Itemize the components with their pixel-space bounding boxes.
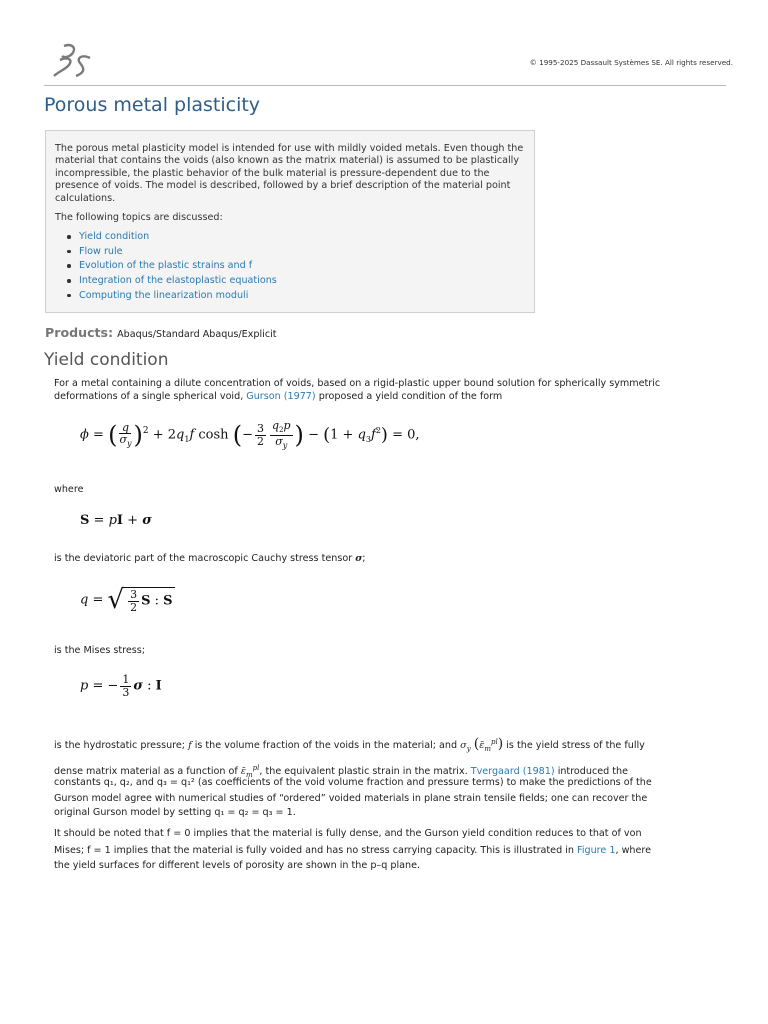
topic-link-linearization-moduli[interactable]: Computing the linearization moduli <box>64 289 277 304</box>
products-label: Products: <box>45 325 114 340</box>
topics-label: The following topics are discussed: <box>55 212 223 223</box>
paragraph-matrix-material: dense matrix material as a function of $\varepsilon̄_m^{pl}$, the equivalent plastic strain in the matrix. Tvergaard (1981) introduced the <box>54 764 629 780</box>
paragraph-gurson-intro: For a metal containing a dilute concentration of voids, based on a rigid-plastic upper bound solution for spherically symmetric deformations of a single spherical void, Gurson (1977) proposed a yield condition of the form <box>54 378 661 402</box>
citation-link-gurson[interactable]: Gurson (1977) <box>246 390 316 402</box>
paragraph-von-mises-line1: It should be noted that f = 0 implies that the material is fully dense, and the Gurson yield condition reduces to that of von <box>54 828 642 839</box>
equation-yield-condition: ϕ = ( $\frac{q}{\sigma_y}$ )$^2 + 2q_1f$ cosh (− $\frac{3}{2}$ $\frac{q_2p}{\sigma_y}$ ) − $(1 + q_3f^2) = 0$, <box>80 419 420 450</box>
paragraph-gurson-model: Gurson model agree with numerical studies of “ordered” voided materials in plane strain tensile fields; one can recover the <box>54 793 648 804</box>
header-divider <box>44 85 726 86</box>
paragraph-original-gurson: original Gurson model by setting q₁ = q₂ = q₃ = 1. <box>54 807 296 818</box>
intro-text: The porous metal plasticity model is intended for use with mildly voided metals. Even though the material that contains the voids (also known as the matrix material) is assumed to be plastically incompressible, the plastic behavior of the bulk material is pressure-dependent due to the presence of voids. The model is described, followed by a brief description of the material point calculations. <box>55 143 524 204</box>
paragraph-mises: is the Mises stress; <box>54 645 146 656</box>
section-heading-yield-condition: Yield condition <box>44 350 169 370</box>
figure-link-1[interactable]: Figure 1 <box>577 845 616 856</box>
equation-deviatoric-stress: S = pI + σ <box>80 513 152 528</box>
paragraph-deviatoric: is the deviatoric part of the macroscopic Cauchy stress tensor σ; <box>54 553 366 564</box>
topic-link-evolution-plastic-strains[interactable]: Evolution of the plastic strains and f <box>64 259 277 274</box>
equation-mises-stress: q = √ $\frac{3}{2}$ S : S <box>80 585 173 615</box>
where-text: where <box>54 484 84 495</box>
paragraph-constants: constants q₁, q₂, and q₃ = q₁² (as coefficients of the void volume fraction and pressure terms) to make the predictions of the <box>54 777 652 788</box>
products-line <box>45 325 277 340</box>
citation-link-tvergaard[interactable]: Tvergaard (1981) <box>470 766 555 778</box>
products-values: Abaqus/Standard Abaqus/Explicit <box>117 329 277 340</box>
topic-list <box>64 230 277 303</box>
copyright-notice: © 1995-2025 Dassault Systèmes SE. All rights reserved. <box>529 58 733 67</box>
topic-link-integration-elastoplastic[interactable]: Integration of the elastoplastic equations <box>64 274 277 289</box>
paragraph-von-mises-line3: the yield surfaces for different levels of porosity are shown in the p–q plane. <box>54 860 421 871</box>
dassault-systemes-logo <box>50 42 92 80</box>
paragraph-hydrostatic: is the hydrostatic pressure; f is the volume fraction of the voids in the material; and $\sigma_y$ $(\varepsilon̄_m^{pl})$ is the yield stress of the fully <box>54 736 645 754</box>
equation-hydrostatic-pressure: p = − $\frac{1}{3}$ σ : I <box>80 673 162 699</box>
topic-link-flow-rule[interactable]: Flow rule <box>64 245 277 260</box>
paragraph-von-mises-line2: Mises; f = 1 implies that the material is fully voided and has no stress carrying capacity. This is illustrated in Figure 1, where <box>54 845 652 856</box>
page-title: Porous metal plasticity <box>44 94 261 116</box>
topic-link-yield-condition[interactable]: Yield condition <box>64 230 277 245</box>
